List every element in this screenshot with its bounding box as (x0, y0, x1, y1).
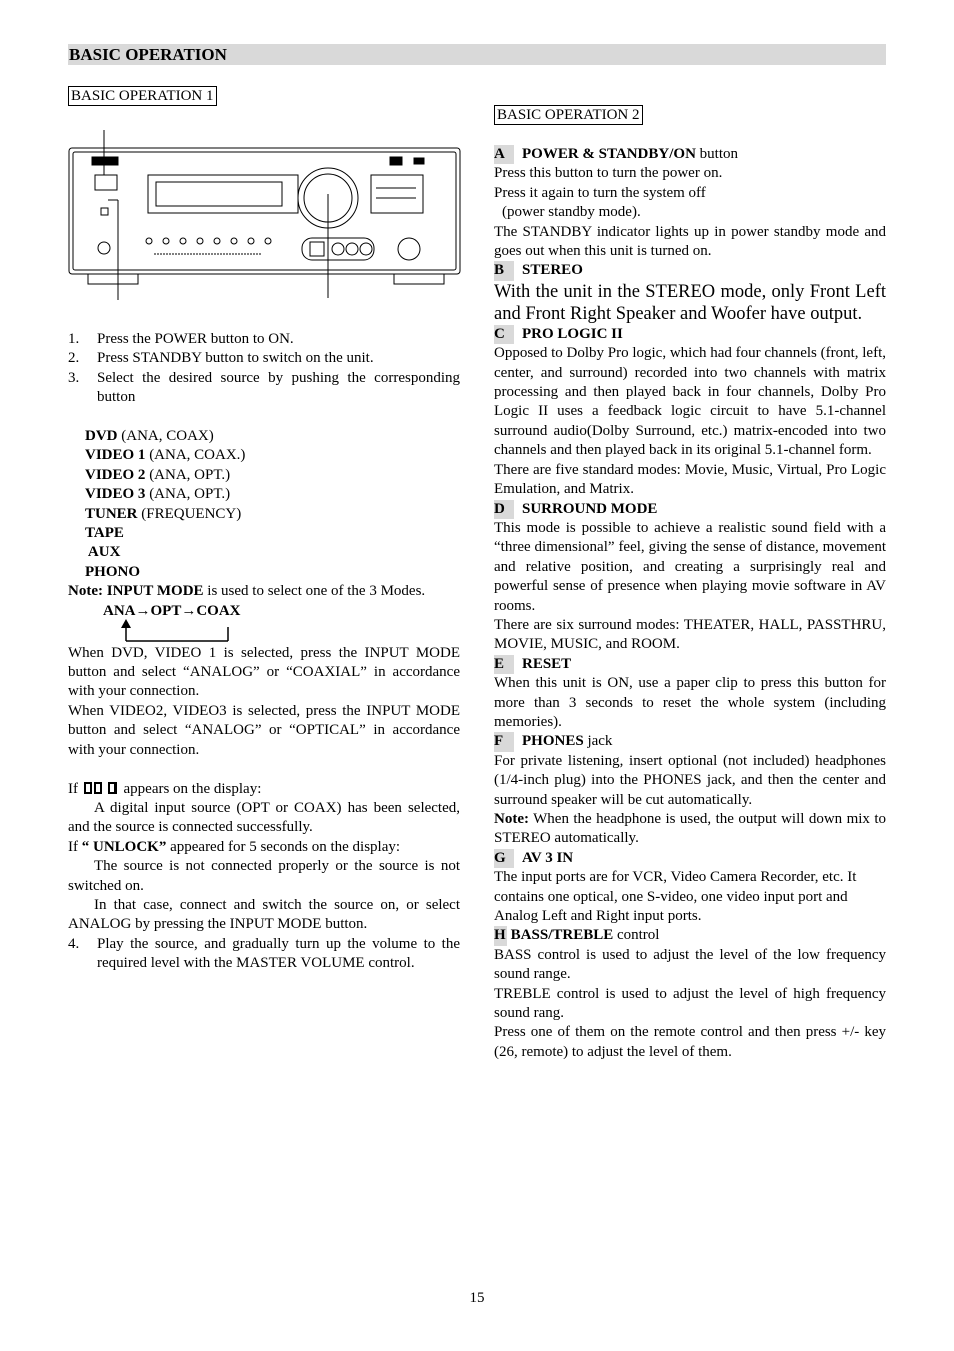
source-name: DVD (85, 428, 118, 445)
section-letter: D (494, 500, 514, 519)
unlock-text: “ UNLOCK” (81, 838, 167, 855)
section-suffix: jack (583, 733, 613, 750)
cycle-text: ANA→OPT→COAX (103, 602, 241, 619)
step-number: 2. (68, 350, 80, 367)
source-detail: (ANA, OPT.) (145, 466, 231, 483)
step-item (68, 935, 460, 974)
source-item-video2 (68, 466, 460, 485)
section-letter: B (494, 261, 514, 280)
section-title: BASS/TREBLE (510, 927, 614, 944)
step-text: Press STANDBY button to switch on the unit. (97, 350, 374, 367)
left-column-content (68, 330, 460, 974)
source-name: VIDEO 3 (85, 486, 146, 503)
receiver-front-panel-illustration (66, 130, 464, 302)
section-d-body: This mode is possible to achieve a realistic sound field with a “three dimensional” feel, giving the sense of distance, movement and relative position, and creating a surprisingly real and powerful sense of presence when playing movie software in AV rooms. (494, 519, 886, 614)
digital-indicator-line (68, 780, 460, 799)
section-b-header (494, 261, 886, 280)
step-text: Select the desired source by pushing the corresponding button (97, 369, 460, 406)
section-title: PRO LOGIC II (522, 325, 623, 342)
section-h-body: BASS control is used to adjust the level of the low frequency sound range. (494, 946, 886, 983)
if-prefix: If (68, 838, 82, 855)
section-suffix: button (695, 146, 738, 162)
section-c-body: Opposed to Dolby Pro logic, which had four channels (front, left, center, and surround) recorded into two channels with matrix processing and then played back in four channels, Dolby Pro Logic II uses a feedback logic circuit to have 5.1-channel surround audio(Dolby Surround, etc.) matrix-encoded into two channels and then played back in its original 5.1-channel form. (494, 345, 886, 459)
source-name: VIDEO 1 (85, 447, 146, 464)
step-number: 3. (68, 369, 80, 386)
unlock-line (68, 838, 460, 857)
page-title: BASIC OPERATION (69, 45, 227, 64)
source-item-video3 (68, 485, 460, 504)
input-mode-cycle (68, 602, 460, 644)
step-number: 1. (68, 331, 80, 347)
note-text: When the headphone is used, the output will down mix to STEREO automatically. (494, 811, 886, 847)
section-title: PHONES (522, 733, 584, 750)
if-suffix: appeared for 5 seconds on the display: (166, 838, 401, 855)
section-title: STEREO (522, 262, 583, 279)
if-prefix: If (68, 780, 82, 797)
dvd-video1-paragraph: When DVD, VIDEO 1 is selected, press the INPUT MODE button and select “ANALOG” or “COAXIAL” in accordance with your connection. (68, 644, 460, 700)
digital-icon (82, 781, 120, 795)
basic-operation-2-label: BASIC OPERATION 2 (494, 105, 643, 125)
input-mode-note (68, 582, 460, 601)
section-title: AV 3 IN (522, 849, 574, 866)
section-suffix: control (613, 927, 660, 944)
section-h-body-2: TREBLE control is used to adjust the level of high frequency sound rang. (494, 985, 886, 1022)
section-a-body: The STANDBY indicator lights up in power standby mode and goes out when this unit is turned on. (494, 223, 886, 260)
section-letter: G (494, 849, 514, 868)
source-detail: (ANA, COAX.) (145, 447, 246, 464)
section-a-line: (power standby mode). (502, 204, 641, 221)
note-bold: INPUT MODE (106, 583, 204, 600)
section-f-note (494, 810, 886, 849)
section-c-header (494, 325, 886, 344)
section-a-line: Press this button to turn the power on. (494, 165, 723, 182)
cycle-arrow-icon (118, 619, 238, 643)
source-name: PHONO (85, 563, 140, 580)
source-name: TUNER (85, 505, 138, 522)
section-c-body-2: There are five standard modes: Movie, Music, Virtual, Pro Logic Emulation, and Matrix. (494, 461, 886, 498)
step-item (68, 369, 460, 408)
digital-body: A digital input source (OPT or COAX) has been selected, and the source is connected successfully. (68, 799, 460, 836)
step-text: Press the POWER button to ON. (97, 331, 294, 347)
source-detail: (ANA, OPT.) (145, 486, 231, 503)
unlock-body-2: In that case, connect and switch the source on, or select ANALOG by pressing the INPUT MODE button. (68, 896, 460, 933)
section-a-header (494, 145, 886, 164)
section-letter: H (494, 926, 507, 945)
if-suffix: appears on the display: (119, 780, 262, 797)
right-column-content (494, 145, 886, 1062)
source-item-tuner (68, 505, 460, 524)
section-title: SURROUND MODE (522, 500, 658, 517)
source-item-video1 (68, 446, 460, 465)
source-detail: (ANA, COAX) (117, 428, 214, 445)
section-g-header (494, 849, 886, 868)
section-f-header (494, 732, 886, 751)
section-f-body: For private listening, insert optional (not included) headphones (1/4-inch plug) into the PHONES jack, and then the center and surround speaker will be cut automatically. (494, 752, 886, 808)
note-label: Note: (68, 583, 107, 600)
section-h-body-3: Press one of them on the remote control and then press +/- key (26, remote) to adjust the level of them. (494, 1024, 886, 1060)
step-text: Play the source, and gradually turn up the volume to the required level with the MASTER VOLUME control. (97, 935, 460, 972)
step-item (68, 330, 460, 349)
video2-video3-paragraph: When VIDEO2, VIDEO3 is selected, press the INPUT MODE button and select “ANALOG” or “OPTICAL” in accordance with your connection. (68, 702, 460, 758)
section-title: POWER & STANDBY/ON (522, 146, 696, 162)
section-g-body: The input ports are for VCR, Video Camera Recorder, etc. It contains one optical, one S-video, one video input port and Analog Left and Right input ports. (494, 869, 857, 925)
source-item-tape (68, 524, 460, 543)
source-name: VIDEO 2 (85, 466, 146, 483)
section-letter: E (494, 655, 514, 674)
step-item (68, 349, 460, 368)
step-number: 4. (68, 935, 80, 952)
source-name: AUX (85, 544, 121, 561)
section-h-header (494, 926, 886, 945)
note-text: is used to select one of the 3 Modes. (203, 583, 426, 600)
section-title: RESET (522, 655, 572, 672)
note-label: Note: (494, 811, 529, 827)
section-letter: A (494, 145, 514, 164)
source-detail: (FREQUENCY) (137, 505, 242, 522)
source-item-dvd (68, 427, 460, 446)
source-item-aux (68, 543, 460, 562)
section-e-body: When this unit is ON, use a paper clip to press this button for more than 3 seconds to reset the whole system (including memories). (494, 675, 886, 730)
section-letter: C (494, 325, 514, 344)
unlock-body: The source is not connected properly or the source is not switched on. (68, 858, 460, 894)
section-b-body: With the unit in the STEREO mode, only Front Left and Front Right Speaker and Woofer have output. (494, 281, 886, 324)
source-item-phono (68, 563, 460, 582)
section-d-body-2: There are six surround modes: THEATER, HALL, PASSTHRU, MOVIE, MUSIC, and ROOM. (494, 616, 886, 653)
section-d-header (494, 500, 886, 519)
page-number: 15 (469, 1290, 485, 1306)
section-letter: F (494, 732, 514, 751)
section-a-line: Press it again to turn the system off (494, 184, 706, 201)
source-name: TAPE (85, 525, 124, 542)
section-e-header (494, 655, 886, 674)
basic-operation-1-label: BASIC OPERATION 1 (68, 86, 217, 106)
